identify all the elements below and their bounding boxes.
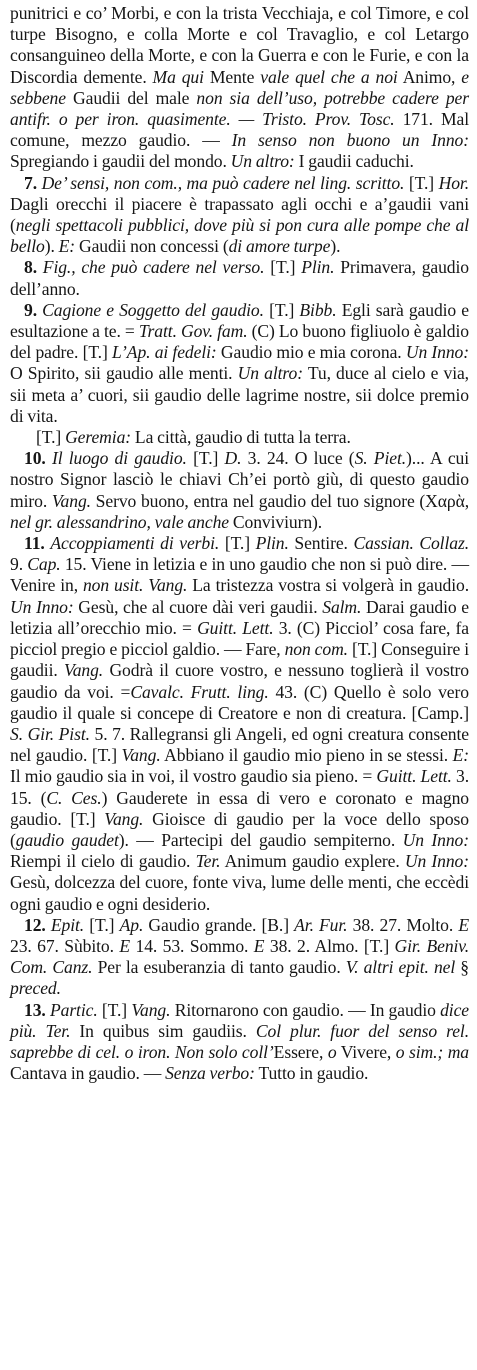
sense-paragraph: 12. Epit. [T.] Ap. Gaudio grande. [B.] Ar. Fur. 38. 27. Molto. E 23. 67. Sùbito. E 14. 53. Sommo. E 38. 2. Almo. [T.] Gir. Beniv. Com. Canz. Per la esuberanzia di tanto gaudio. V. altri epit. nel § preced. — [10, 914, 470, 999]
sense-paragraph: 10. Il luogo di gaudio. [T.] D. 3. 24. O luce (S. Piet.)... A cui nostro Signor lasciò le chiavi Ch’ei portò giù, di questo gaudio miro. Vang. Servo buono, entra nel gaudio del tuo signore (Χαρὰ, nel gr. alessandrino, vale anche Conviviurn). — [10, 448, 470, 532]
sense-paragraph: 9. Cagione e Soggetto del gaudio. [T.] Bibb. Egli sarà gaudio e esultazione a te. = Tratt. Gov. fam. (C) Lo buono figliuolo è galdio del padre. [T.] L’Ap. ai fedeli: Gaudio mio e mia corona. Un Inno: O Spirito, sii gaudio alle menti. Un altro: Tu, duce al cielo e via, sii meta a’ cuori, sii gaudio delle lagrime nostre, sii dolce premio di vita. — [10, 299, 470, 426]
sense-paragraph: 11. Accoppiamenti di verbi. [T.] Plin. Sentire. Cassian. Collaz. 9. Cap. 15. Viene in letizia e in uno gaudio che non si può dire. — Venire in, non usit. Vang. La tristezza vostra si volgerà in gaudio. Un Inno: Gesù, che al cuore dài veri gaudii. Salm. Darai gaudio e letizia all’orecchio mio. = Guitt. Lett. 3. (C) Picciol’ cosa fare, fa picciol pregio e picciol galdio. — Fare, non com. [T.] Conseguire i gaudii. Vang. Godrà il cuore vostro, e nessuno toglierà il vostro gaudio da voi. =Cavalc. Frutt. ling. 43. (C) Quello è solo vero gaudio il quale si concepe di Creatore e non di creatura. [Camp.] S. Gir. Pist. 5. 7. Rallegransi gli Angeli, ed ogni creatura consente nel gaudio. [T.] Vang. Abbiano il gaudio mio pieno in se stessi. E: Il mio gaudio sia in voi, il vostro gaudio sia pieno. = Guitt. Lett. 3. 15. (C. Ces.) Gauderete in essa di vero e coronato e magno gaudio. [T.] Vang. Gioisce di gaudio per la voce dello sposo (gaudio gaudet). — Partecipi del gaudio sempiterno. Un Inno: Riempi il cielo di gaudio. Ter. Animum gaudio explere. Un Inno: Gesù, dolcezza del cuore, fonte viva, lume delle menti, che eccèdi ogni gaudio e ogni desiderio. — [10, 533, 470, 914]
sense-paragraph: [T.] Geremia: La città, gaudio di tutta la terra. — [36, 427, 351, 448]
sense-paragraph: 13. Partic. [T.] Vang. Ritornarono con gaudio. — In gaudio dice più. Ter. In quibus sim gaudiis. Col plur. fuor del senso rel. saprebbe di cel. o iron. Non solo coll’Essere, o Vivere, o sim.; ma Cantava in gaudio. — Senza verbo: Tutto in gaudio. — [10, 999, 470, 1084]
dictionary-entry-text — [10, 3, 469, 1084]
sense-paragraph: 8. Fig., che può cadere nel verso. [T.] Plin. Primavera, gaudio dell’anno. — [10, 257, 469, 299]
entry-continuation: punitrici e co’ Morbi, e con la trista Vecchiaja, e col Timore, e col turpe Bisogno, e colla Morte e col Travaglio, e col Letargo consanguineo della Morte, e con la Guerra e con le Furie, e con la Discordia demente. Ma qui Mente vale quel che a noi Animo, e sebbene Gaudii del male non sia dell’uso, potrebbe cadere per antifr. o per iron. quasimente. — Tristo. Prov. Tosc. 171. Mal comune, mezzo gaudio. — In senso non buono un Inno: Spregiando i gaudii del mondo. Un altro: I gaudii caduchi. — [10, 3, 470, 172]
sense-paragraph: 7. De’ sensi, non com., ma può cadere nel ling. scritto. [T.] Hor. Dagli orecchi il piacere è trapassato agli occhi e a’gaudii vani (negli spettacoli pubblici, dove più si pon cura alle pompe che al bello). E: Gaudii non concessi (di amore turpe). — [10, 172, 469, 257]
